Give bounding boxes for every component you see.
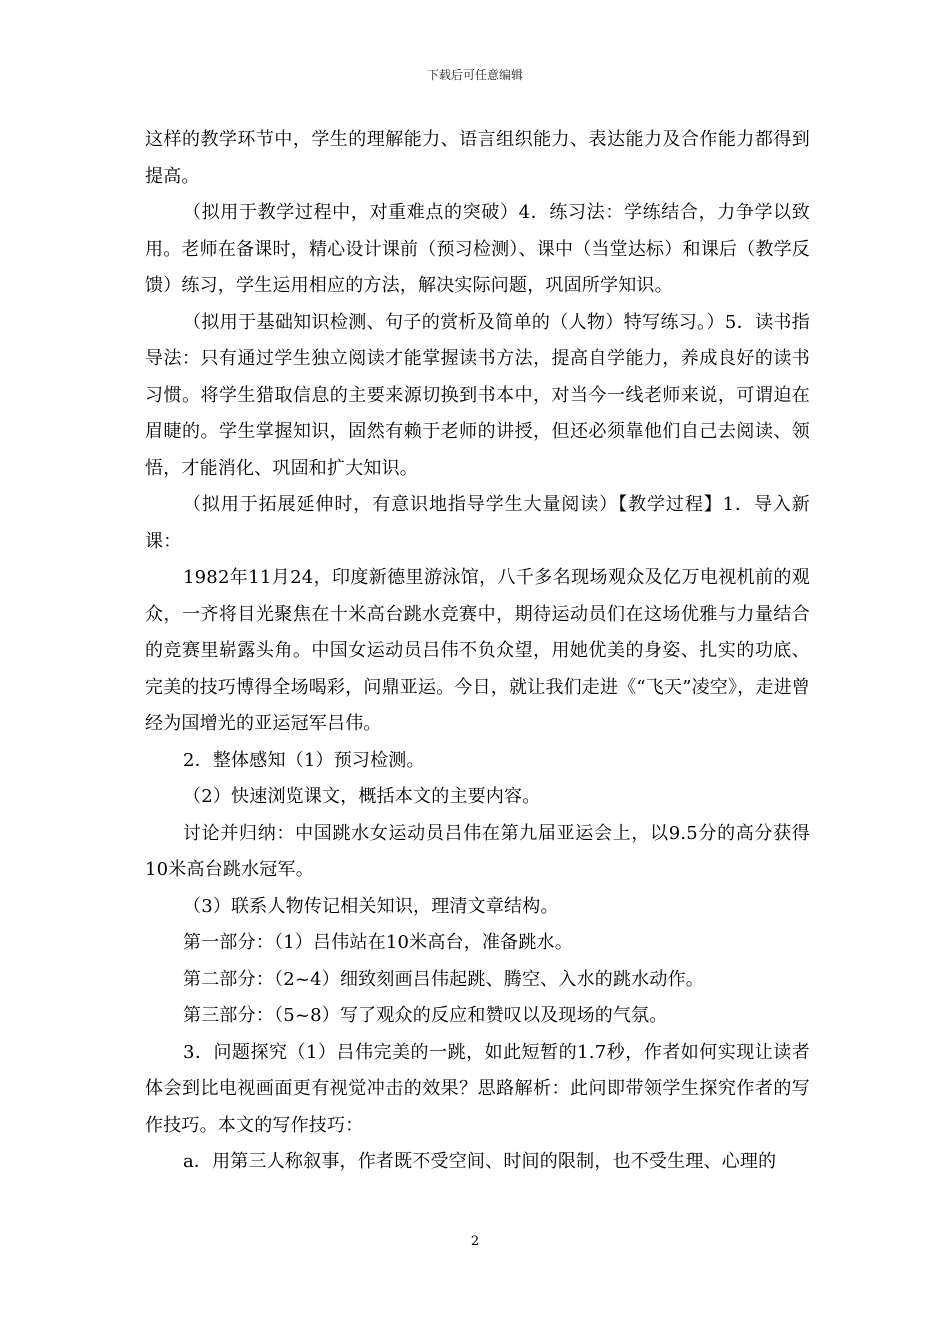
page-number: 2: [470, 1234, 480, 1249]
paragraph: a．用第三人称叙事，作者既不受空间、时间的限制，也不受生理、心理的: [183, 1151, 777, 1172]
paragraph: （拟用于拓展延伸时，有意识地指导学生大量阅读）【教学过程】1．导入新课：: [145, 494, 810, 552]
paragraph: 3．问题探究（1）吕伟完美的一跳，如此短暂的1.7秒，作者如何实现让读者体会到比电视画面更有视觉冲击的效果？思路解析：此问即带领学生探究作者的写作技巧。本文的写作技巧：: [145, 1041, 810, 1136]
page-header-note: 下载后可任意编辑: [426, 68, 523, 82]
paragraph: 第二部分：（2~4）细致刻画吕伟起跳、腾空、入水的跳水动作。: [183, 968, 704, 990]
paragraph: （拟用于教学过程中，对重难点的突破）4．练习法：学练结合，力争学以致用。老师在备课时，精心设计课前（预习检测）、课中（当堂达标）和课后（教学反馈）练习，学生运用相应的方法，解决实际问题，巩固所学知识。: [145, 202, 810, 296]
paragraph: （3）联系人物传记相关知识，理清文章结构。: [183, 895, 559, 917]
paragraph: 2．整体感知（1）预习检测。: [183, 749, 425, 771]
paragraph: 这样的教学环节中，学生的理解能力、语言组织能力、表达能力及合作能力都得到提高。: [145, 129, 810, 187]
paragraph: 第三部分：（5~8）写了观众的反应和赞叹以及现场的气氛。: [183, 1005, 668, 1026]
paragraph: （拟用于基础知识检测、句子的赏析及简单的（人物）特写练习。）5．读书指导法：只有通过学生独立阅读才能掌握读书方法，提高自学能力，养成良好的读书习惯。将学生猎取信息的主要来源切换到书本中，对当今一线老师来说，可谓迫在眉睫的。学生掌握知识，固然有赖于老师的讲授，但还必须靠他们自己去阅读、领悟，才能消化、巩固和扩大知识。: [145, 311, 810, 479]
paragraph: （2）快速浏览课文，概括本文的主要内容。: [183, 786, 541, 807]
paragraph: 1982年11月24，印度新德里游泳馆，八千多名现场观众及亿万电视机前的观众，一齐将目光聚焦在十米高台跳水竞赛中，期待运动员们在这场优雅与力量结合的竞赛里崭露头角。中国女运动员吕伟不负众望，用她优美的身姿、扎实的功底、完美的技巧博得全场喝彩，问鼎亚运。今日，就让我们走进《“飞天”凌空》，走进曾经为国增光的亚运冠军吕伟。: [145, 567, 811, 734]
paragraph: 讨论并归纳：中国跳水女运动员吕伟在第九届亚运会上，以9.5分的高分获得10米高台跳水冠军。: [145, 822, 810, 880]
paragraph: 第一部分：（1）吕伟站在10米高台，准备跳水。: [183, 932, 573, 953]
document-body: [145, 122, 810, 1181]
